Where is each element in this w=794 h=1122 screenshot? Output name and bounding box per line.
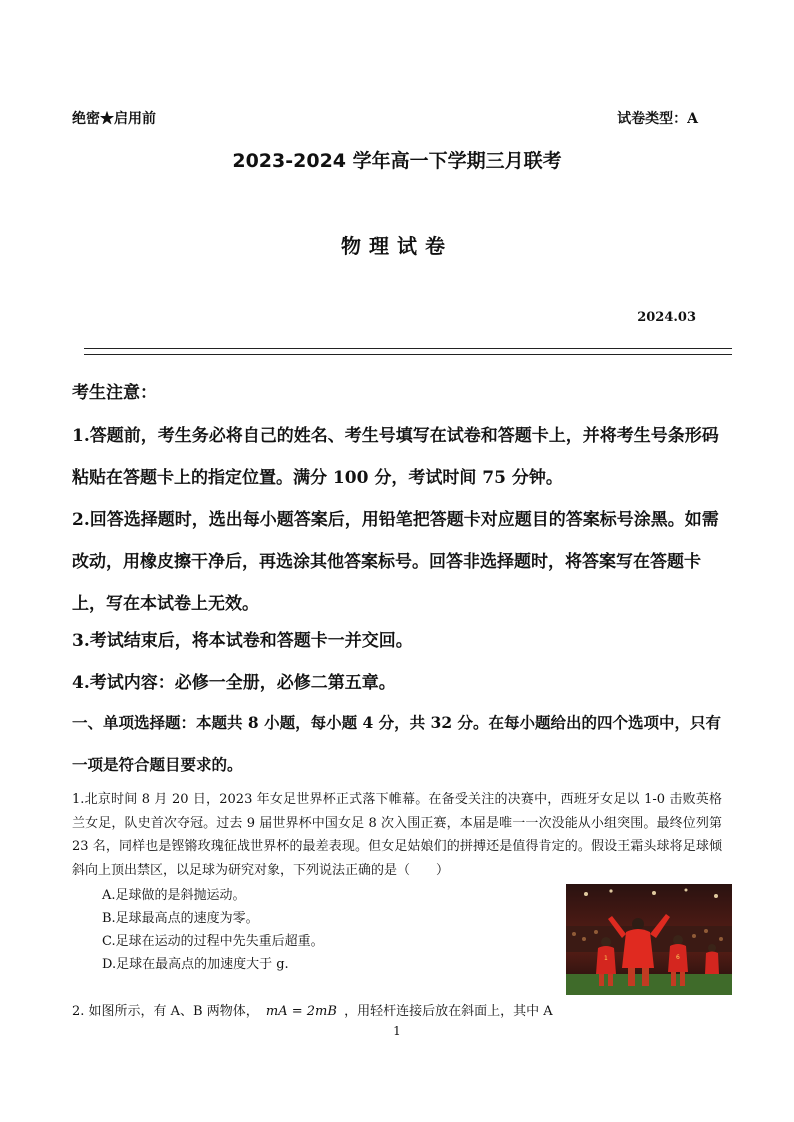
question-1-option-b: B.足球最高点的速度为零。 — [102, 911, 259, 926]
question-2-suffix: ，用轻杆连接后放在斜面上，其中 A — [344, 1004, 553, 1019]
svg-text:1: 1 — [604, 955, 608, 962]
question-1-option-c: C.足球在运动的过程中先失重后超重。 — [102, 934, 324, 949]
paper-type-label: 试卷类型：A — [617, 111, 698, 127]
page-number: 1 — [393, 1024, 401, 1038]
question-2-stem — [72, 1000, 553, 1019]
notice-item-2: 2.回答选择题时，选出每小题答案后，用铅笔把答题卡对应题目的答案标号涂黑。如需改动，用橡皮擦干净后，再选涂其他答案标号。回答非选择题时，将答案写在答题卡上，写在本试卷上无效。 — [72, 510, 719, 614]
mass-relation-formula: mA = 2mB — [265, 1004, 337, 1019]
secret-label: 绝密★启用前 — [72, 111, 156, 127]
football-celebration-photo — [566, 884, 732, 995]
exam-title: 2023-2024 学年高一下学期三月联考 — [232, 150, 562, 172]
notice-item-3: 3.考试结束后，将本试卷和答题卡一并交回。 — [72, 631, 413, 651]
question-1-option-a: A.足球做的是斜抛运动。 — [102, 888, 246, 903]
svg-text:6: 6 — [676, 954, 680, 961]
section-heading-single-choice: 一、单项选择题：本题共 8 小题，每小题 4 分，共 32 分。在每小题给出的四个选项中，只有一项是符合题目要求的。 — [72, 713, 722, 774]
question-2-prefix: 2. 如图所示，有 A、B 两物体， — [72, 1004, 259, 1019]
header-divider-bottom — [84, 354, 732, 355]
notice-heading: 考生注意： — [72, 383, 157, 403]
exam-date: 2024.03 — [637, 310, 696, 325]
header-divider-top — [84, 348, 732, 349]
subject-title: 物理试卷 — [341, 234, 453, 258]
question-1-option-d: D.足球在最高点的加速度大于 g. — [102, 957, 289, 972]
notice-item-4: 4.考试内容：必修一全册，必修二第五章。 — [72, 673, 396, 693]
question-1-stem: 1.北京时间 8 月 20 日，2023 年女足世界杯正式落下帷幕。在备受关注的决赛中，西班牙女足以 1-0 击败英格兰女足，队史首次夺冠。过去 9 届世界杯中国女足 8 次入围正赛，本届是唯一一次没能从小组突围。最终位列第 23 名，同样也是铿锵玫瑰征战世界杯的最差表现。但女足姑娘们的拼搏还是值得肯定的。假设王霜头球将足球倾斜向上顶出禁区，以足球为研究对象，下列说法正确的是（ ） — [72, 792, 722, 878]
notice-item-1: 1.答题前，考生务必将自己的姓名、考生号填写在试卷和答题卡上，并将考生号条形码粘贴在答题卡上的指定位置。满分 100 分，考试时间 75 分钟。 — [72, 426, 719, 488]
